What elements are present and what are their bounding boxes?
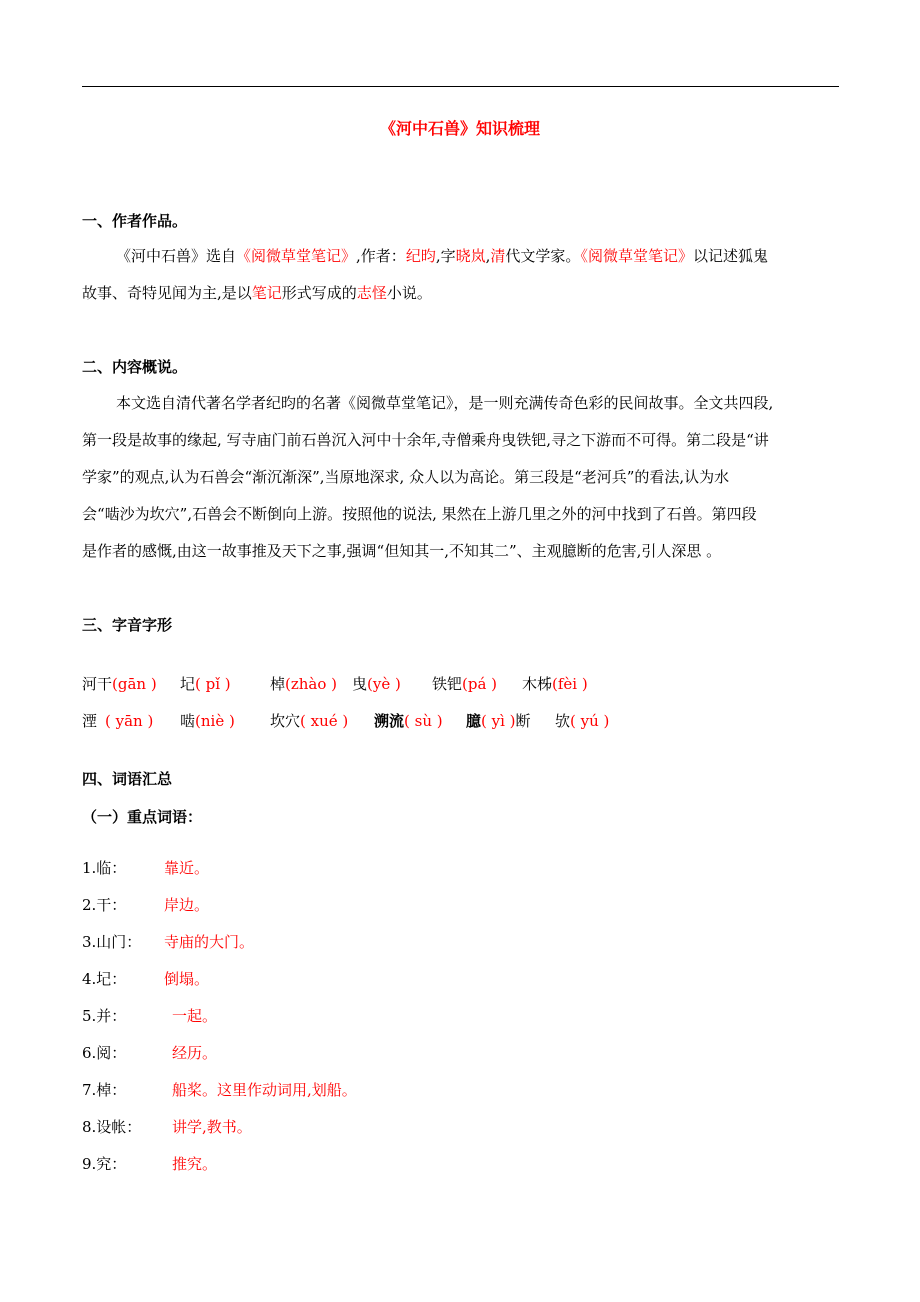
vocab-term: 3.山门：	[82, 933, 142, 951]
section-heading-vocabulary: 四、词语汇总	[82, 770, 173, 788]
text-fragment: 形式写成的	[281, 284, 357, 302]
pronunciation-item	[82, 710, 153, 731]
pinyin: ( sù )	[404, 712, 443, 730]
word: 圮	[180, 675, 196, 693]
text-fragment: 代文学家。	[505, 247, 581, 265]
text-fragment: ,作者：	[356, 247, 406, 265]
vocab-term: 6.阅：	[82, 1044, 127, 1062]
vocab-item	[82, 857, 126, 878]
text-fragment: 小说。	[386, 284, 432, 302]
word: 欤	[555, 712, 571, 730]
top-rule	[82, 86, 839, 87]
pronunciation-item	[466, 710, 531, 731]
pronunciation-item	[270, 673, 337, 694]
summary-line: 是作者的感慨,由这一故事推及天下之事,强调“但知其一,不知其二”、主观臆断的危害,引人深思 。	[82, 542, 722, 560]
section-heading-author: 一、作者作品。	[82, 212, 188, 230]
page-title: 《河中石兽》知识梳理	[379, 119, 540, 138]
pronunciation-item	[180, 673, 231, 694]
pronunciation-item	[270, 710, 348, 731]
vocab-item	[82, 1079, 126, 1100]
section-heading-pronunciation: 三、字音字形	[82, 616, 173, 634]
courtesy-name: 晓岚	[455, 247, 486, 265]
vocab-definition: 寺庙的大门。	[164, 933, 255, 951]
word: 啮	[180, 712, 196, 730]
vocab-item	[82, 894, 126, 915]
vocab-definition: 靠近。	[164, 859, 210, 877]
text-fragment: ,字	[435, 247, 456, 265]
word: 坎穴	[270, 712, 301, 730]
pinyin: (zhào )	[285, 675, 338, 693]
genre-word: 志怪	[356, 284, 387, 302]
pronunciation-item	[352, 673, 401, 694]
summary-line: 本文选自清代著名学者纪昀的名著《阅微草堂笔记》，是一则充满传奇色彩的民间故事。全文共四段,	[116, 394, 774, 412]
word: 曳	[352, 675, 368, 693]
vocab-definition: 推究。	[172, 1155, 218, 1173]
section-heading-summary: 二、内容概说。	[82, 358, 188, 376]
text-fragment: 《河中石兽》选自	[116, 247, 237, 265]
vocab-term: 2.干：	[82, 896, 127, 914]
vocab-definition: 讲学,教书。	[172, 1118, 252, 1136]
pinyin: ( pǐ )	[195, 675, 231, 693]
vocab-definition: 船桨。这里作动词用,划船。	[172, 1081, 357, 1099]
word: 棹	[270, 675, 286, 693]
word: 木柹	[522, 675, 553, 693]
vocab-item	[82, 968, 126, 989]
pinyin: (pá )	[462, 675, 498, 693]
pronunciation-item	[432, 673, 497, 694]
summary-line: 会“啮沙为坎穴”,石兽会不断倒向上游。按照他的说法, 果然在上游几里之外的河中找到了石兽。第四段	[82, 505, 757, 523]
pinyin: ( yān )	[105, 712, 154, 730]
author-name: 纪昀	[405, 247, 436, 265]
vocab-item	[82, 1042, 126, 1063]
text-fragment: 以记述狐鬼	[692, 247, 768, 265]
vocab-term: 5.并：	[82, 1007, 127, 1025]
vocab-term: 1.临：	[82, 859, 127, 877]
pinyin: (gān )	[112, 675, 157, 693]
pinyin: ( xué )	[300, 712, 349, 730]
pronunciation-item	[374, 710, 443, 731]
summary-paragraph	[82, 385, 839, 570]
form-word: 笔记	[251, 284, 282, 302]
pronunciation-item	[555, 710, 609, 731]
author-paragraph	[82, 238, 839, 312]
vocab-definition: 倒塌。	[164, 970, 210, 988]
summary-line: 第一段是故事的缘起, 写寺庙门前石兽沉入河中十余年,寺僧乘舟曳铁钯,寻之下游而不可得。第二段是“讲	[82, 431, 769, 449]
dynasty: 清	[490, 247, 506, 265]
pronunciation-item	[180, 710, 235, 731]
vocab-term: 7.棹：	[82, 1081, 127, 1099]
pinyin: (niè )	[195, 712, 235, 730]
book-title: 《阅微草堂笔记》	[236, 247, 357, 265]
vocab-definition: 岸边。	[164, 896, 210, 914]
text-fragment: 故事、奇特见闻为主,是以	[82, 284, 252, 302]
pronunciation-item	[522, 673, 588, 694]
vocab-item	[82, 1005, 126, 1026]
text-fragment: ,	[485, 247, 491, 265]
pinyin: (fèi )	[552, 675, 588, 693]
book-title-2: 《阅微草堂笔记》	[580, 247, 693, 265]
word: 河干	[82, 675, 113, 693]
pronunciation-item	[82, 673, 157, 694]
word: 铁钯	[432, 675, 463, 693]
vocab-item	[82, 1116, 141, 1137]
pinyin: ( yì )	[481, 712, 516, 730]
word: 断	[515, 712, 531, 730]
vocab-term: 8.设帐：	[82, 1118, 142, 1136]
summary-line: 学家”的观点,认为石兽会“渐沉渐深”,当原地深求, 众人以为高论。第三段是“老河兵”的看法,认为水	[82, 468, 730, 486]
vocab-definition: 经历。	[172, 1044, 218, 1062]
word: 溯流	[374, 712, 405, 730]
vocab-item	[82, 1153, 126, 1174]
vocab-definition: 一起。	[172, 1007, 218, 1025]
word: 臆	[466, 712, 482, 730]
pinyin: ( yú )	[570, 712, 610, 730]
subheading-key-words: （一）重点词语：	[82, 808, 203, 826]
word: 湮	[82, 712, 98, 730]
pinyin: (yè )	[367, 675, 401, 693]
vocab-term: 4.圮：	[82, 970, 127, 988]
vocab-term: 9.究：	[82, 1155, 127, 1173]
vocab-item	[82, 931, 141, 952]
